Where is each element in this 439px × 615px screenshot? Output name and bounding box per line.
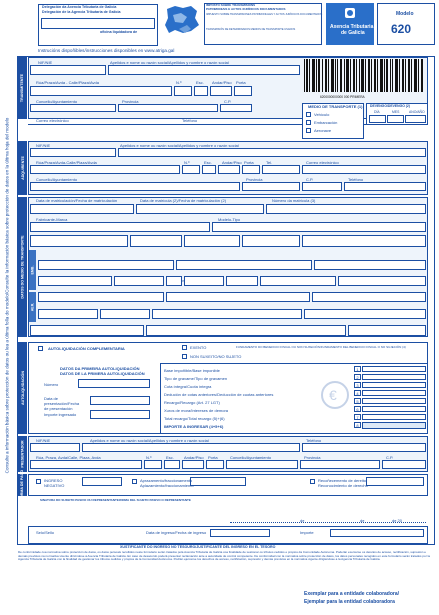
settle-total: Total recargo/Total recargo (5)+(6): [164, 416, 225, 421]
place-date-de-1: de: [300, 518, 305, 523]
prior-data-2: DATOS DE LA PRIMERA AUTOLIQUIDACIÓN: [60, 371, 145, 376]
entry-date-label: Data de ingreso/Fecha de ingreso: [146, 530, 207, 535]
signature-label: SINATURA DO SUXEITO PASIVO OU REPRESENTANTE/FIRMA DEL SUJETO PASIVO O REPRESENTANTE: [40, 498, 191, 502]
boat-engine-type-input[interactable]: [166, 276, 182, 286]
acquirer-phone-input[interactable]: [262, 165, 300, 174]
contract-class-input[interactable]: [30, 325, 144, 336]
exempt-label: EXENTO: [190, 345, 207, 350]
entry-amount-label: Importe: [300, 530, 314, 535]
payment-in-label: INGRESO: [44, 478, 63, 483]
settle-amount-6[interactable]: [362, 406, 426, 412]
presenter-floor: Andar/Piso: [184, 455, 204, 460]
vehicle-frame-input[interactable]: [302, 235, 426, 247]
date-title: DEVENGO/DEVENGO (2): [370, 104, 410, 108]
place-date-year: de 20: [392, 518, 403, 523]
aircraft-maker-input[interactable]: [38, 292, 164, 302]
acquirer-email-label: Correo electrónico: [306, 160, 339, 165]
not-subject-checkbox[interactable]: [182, 354, 187, 359]
brand-name: Axencia Tributaria: [330, 24, 374, 30]
barcode-number: 6200000000000 000 PRIMERA: [320, 95, 365, 99]
settle-surcharge: Recargo/Recargo (Art. 27 LGT): [164, 400, 220, 405]
privacy-side-note-text: Consulte a información básica sobre protección de datos ou lea a última folla do modelo/Consulte la información básica sobre protección de datos en la última hoja del modelo: [4, 117, 10, 473]
office-label: oficina liquidadora de: [100, 30, 138, 34]
refund-checkbox[interactable]: [310, 479, 315, 484]
legal-basis-label: FUNDAMENTO DO BENEFICIO FISCAL OU NON SUXECIÓN/FUNDAMENTO DEL BENEFICIO FISCAL O NO SUJECIÓN (4): [236, 345, 406, 349]
modelo-number: 620: [391, 22, 412, 36]
date-month-label: MES: [392, 110, 400, 114]
acquirer-email-input[interactable]: [302, 165, 426, 174]
settle-vertical-divider: [160, 363, 161, 433]
place-date-line: [230, 522, 426, 523]
transmitter-name-input[interactable]: [108, 65, 300, 75]
acquirer-phone2-label: Teléfono: [348, 177, 364, 182]
aircraft-serial-input[interactable]: [38, 309, 98, 319]
settle-deduction: Dedución de cotas anteriores/Deducción de cuotas anteriores: [164, 392, 274, 397]
acquirer-side-label: ADQUIRENTE: [18, 141, 27, 195]
svg-text:€: €: [329, 387, 337, 403]
transmitter-side-label: TRANSMITENTE: [18, 57, 27, 119]
settle-num-8: 8: [354, 422, 361, 428]
prior-data-1: DATOS DA PRIMEIRA AUTOLIQUIDACIÓN: [60, 366, 140, 371]
acquirer-zip-input[interactable]: [302, 182, 342, 191]
vehicle-model-input[interactable]: [212, 222, 426, 232]
boat-hull-input[interactable]: [38, 276, 112, 286]
aircraft-checkbox[interactable]: [306, 128, 311, 133]
transmitter-email-label: Correo electrónico: [36, 118, 69, 123]
entry-date-input[interactable]: [210, 529, 270, 537]
date-year-input[interactable]: [405, 115, 426, 123]
legal-text: De conformidade coa normativa sobre protección de datos, os datos persoais recollidos neste formulario serán tratados pola Axencia Tributaria de Galicia coa finalidade de xestionar os tributos cedidos e propios da Comunidade Autónoma. Poderán exercerse os dereitos de acceso, rectificación, supresión e demais previstos na normativa vixente dirixíndose á Axencia Tributaria de Galicia. En caso de desacordo poderá presentar reclamación ante a autoridade de control competente. De conformidad con la normativa sobre protección de datos, los datos personales recogidos en este formulario serán tratados por la Agencia Tributaria de Galicia con la finalidad de gestionar los tributos cedidos y propios de la Comunidad Autónoma. Podrán ejercerse los derechos de acceso, rectificación, supresión y demás previstos en la normativa vigente dirigiéndose a la Agencia Tributaria de Galicia.: [18, 551, 430, 562]
brand-sub: de Galicia: [341, 30, 365, 36]
stamp-label: Selo/Sello: [36, 530, 55, 535]
office-input[interactable]: [41, 18, 155, 29]
vehicle-plate-date-input[interactable]: [30, 204, 134, 214]
prior-number-input[interactable]: [78, 379, 150, 388]
settle-num-1: 1: [354, 366, 361, 372]
settle-num-4: 4: [354, 390, 361, 396]
boat-sub-label: EMB.: [29, 250, 36, 290]
transmitter-floor-label: Andar/Piso: [212, 80, 232, 85]
presenter-door: Porta: [208, 455, 218, 460]
transmitter-phone-label: Teléfono: [182, 118, 198, 123]
place-date-de-2: de: [360, 518, 365, 523]
deferral-amount[interactable]: [190, 477, 246, 486]
acquirer-name-label: Apelidos e nome ou razón social/Apellidos y nombre o razón social: [120, 143, 239, 148]
tax-title-1: IMPOSTO SOBRE TRANSMISIÓNS: [206, 3, 256, 7]
agency-line-1: Delegación da Axencia Tributaria de Galicia: [42, 5, 117, 9]
transmitter-council-label: Concello/Ayuntamiento: [36, 99, 78, 104]
presenter-council-input[interactable]: [226, 460, 298, 469]
acquirer-floor-label: Andar/Piso: [222, 160, 242, 165]
settle-amount-5[interactable]: [362, 398, 426, 404]
copy-es: Ejemplar para la entidad colaboradora: [304, 599, 395, 605]
presenter-zip-input[interactable]: [382, 460, 426, 469]
settle-base: Base impoñible/Base imponible: [164, 368, 220, 373]
presenter-phone: Teléfono: [306, 438, 322, 443]
transmitter-province-label: Provincia: [122, 99, 139, 104]
acquirer-door-input[interactable]: [242, 165, 260, 174]
tax-title-box: [204, 3, 322, 45]
transmitter-council-input[interactable]: [30, 104, 116, 112]
prior-date-input[interactable]: [90, 396, 150, 405]
vehicle-label: Vehículo: [314, 112, 330, 117]
boat-checkbox[interactable]: [306, 120, 311, 125]
acquirer-door-label: Porta: [244, 160, 254, 165]
settle-amount-1[interactable]: [362, 366, 426, 372]
settle-amount-4[interactable]: [362, 390, 426, 396]
presenter-street: Rúa, Praza, Avda/Calle, Plaza, Avda: [36, 455, 101, 460]
aircraft-sub-label: AER.: [29, 292, 36, 322]
boat-power-input[interactable]: [184, 276, 224, 286]
vehicle-manufacturer: Fabricante-Marca: [36, 217, 68, 222]
refund-label2: Reconocimiento de derecho: [318, 483, 368, 488]
transmitter-num-input[interactable]: [174, 86, 192, 96]
payment-in-amount[interactable]: [82, 477, 122, 486]
acquirer-street-input[interactable]: [30, 165, 180, 174]
acquirer-num-label: N.º: [184, 160, 190, 165]
acquirer-floor-input[interactable]: [218, 165, 240, 174]
aircraft-power-input[interactable]: [304, 309, 426, 319]
date-day-label: DÍA: [374, 110, 380, 114]
transmitter-name-label: Apelidos e nome ou razón social/Apellidos y nombre o razón social: [110, 60, 229, 65]
presenter-side-label: PRESENTADOR: [18, 436, 27, 472]
presenter-street-input[interactable]: [30, 460, 142, 469]
acquirer-phone-label: Tel.: [266, 160, 273, 165]
vehicle-power-input[interactable]: [30, 235, 128, 247]
prior-amount-input[interactable]: [90, 410, 150, 419]
aircraft-motor-brand-input[interactable]: [152, 309, 302, 319]
deferral-checkbox[interactable]: [132, 479, 137, 484]
vehicle-manufacturer-input[interactable]: [30, 222, 210, 232]
presenter-name-input[interactable]: [82, 443, 300, 452]
transmitter-door-input[interactable]: [234, 86, 252, 96]
settle-num-2: 2: [354, 374, 361, 380]
aircraft-model-input[interactable]: [166, 292, 310, 302]
presenter-num-input[interactable]: [144, 460, 162, 469]
entry-amount-input[interactable]: [330, 529, 424, 537]
galicia-logo: [161, 3, 203, 37]
vehicle-side-label: DATOS DO MEDIO DE TRANSPORTE: [18, 197, 27, 337]
settle-num-6: 6: [354, 406, 361, 412]
acquirer-num-input[interactable]: [182, 165, 200, 174]
transmitter-door-label: Porta: [236, 80, 246, 85]
verification-code-input[interactable]: [146, 325, 346, 336]
not-subject-label: NON SUXEITO/NO SUJETO: [190, 354, 242, 359]
complementary-checkbox[interactable]: [38, 346, 43, 351]
acquirer-nif: NIF/NIE: [36, 143, 51, 148]
presenter-council: Concello/Ayuntamiento: [230, 455, 272, 460]
presenter-nif-input[interactable]: [30, 443, 80, 452]
boat-maker-input[interactable]: [38, 260, 174, 270]
refund-label: Recoñecemento de dereito: [318, 478, 367, 483]
acquirer-name-input[interactable]: [118, 148, 426, 157]
transmitter-zip-label: C.P.: [224, 99, 232, 104]
acquirer-zip-label: C.P.: [306, 177, 314, 182]
settle-num-7: 7: [354, 414, 361, 420]
settle-rate: Tipo de gravame/Tipo de gravamen: [164, 376, 228, 381]
settle-num-3: 3: [354, 382, 361, 388]
acquirer-council-label: Concello/Ayuntamiento: [36, 177, 78, 182]
vehicle-displacement-input[interactable]: [242, 235, 300, 247]
payment-in-label2: NEGATIVO: [44, 483, 65, 488]
aircraft-hours-input[interactable]: [100, 309, 150, 319]
transmitter-num-label: N.º: [176, 80, 182, 85]
euro-watermark-icon: [320, 380, 350, 410]
complementary-label: AUTOLIQUIDACIÓN COMPLEMENTARIA: [48, 346, 125, 351]
transmitter-esc-label: Esc.: [196, 80, 204, 85]
payment-in-checkbox[interactable]: [36, 479, 41, 484]
date-month-input[interactable]: [387, 115, 404, 123]
transmitter-esc-input[interactable]: [194, 86, 208, 96]
settle-amount-8[interactable]: [362, 422, 426, 429]
exempt-checkbox[interactable]: [182, 345, 187, 350]
date-year-label: ANO/AÑO: [409, 110, 425, 114]
boat-length-input[interactable]: [314, 260, 426, 270]
aircraft-weight-input[interactable]: [312, 292, 426, 302]
boat-motor-input[interactable]: [338, 276, 426, 286]
deferral-label: Aprazamento/fraccionamento: [140, 478, 193, 483]
acquirer-province-label: Provincia: [246, 177, 263, 182]
presenter-province-input[interactable]: [300, 460, 380, 469]
acquirer-phone2-input[interactable]: [344, 182, 426, 191]
settle-quota: Cota íntegra/Cuota íntegra: [164, 384, 212, 389]
presenter-esc-input[interactable]: [164, 460, 180, 469]
refund-amount[interactable]: [366, 477, 424, 486]
presenter-province: Provincia: [304, 455, 321, 460]
settle-to-pay: IMPORTE A INGRESAR (4+5+6): [164, 424, 224, 429]
boat-ncv-input[interactable]: [226, 276, 258, 286]
vehicle-checkbox[interactable]: [306, 112, 311, 117]
modelo-label: Modelo: [396, 11, 414, 17]
boat-year-input[interactable]: [260, 276, 336, 286]
transmitter-street-input[interactable]: [30, 86, 172, 96]
presenter-zip: C.P.: [386, 455, 394, 460]
transmitter-province-input[interactable]: [118, 104, 218, 112]
acquirer-nif-input[interactable]: [30, 148, 116, 157]
galicia-map-icon: [161, 3, 203, 37]
deferral-label2: Aplazamiento/fraccionamiento: [140, 483, 194, 488]
tax-title-3: IMPUESTO SOBRE TRANSMISIONES PATRIMONIALES Y ACTOS JURÍDICOS DOCUMENTADOS: [206, 13, 323, 16]
privacy-side-note: [0, 60, 14, 530]
vehicle-plate-number: Número da matrícula (3): [272, 198, 316, 203]
transmitter-zip-input[interactable]: [220, 104, 252, 112]
transmitter-street-label: Rúa/Praza/Avda - Calle/Plaza/Avda: [36, 80, 99, 85]
vehicle-engine-input[interactable]: [184, 235, 240, 247]
transmitter-nif: NIF/NIE: [38, 60, 53, 65]
date-day-input[interactable]: [369, 115, 386, 123]
copy-gl: Exemplar para a entidade colaboradora/: [304, 591, 400, 597]
settle-divider: [160, 363, 428, 364]
settle-amount-2[interactable]: [362, 374, 426, 380]
payment-footer-title: XUSTIFICANTE DO INGRESO NO TESOURO/JUSTIFICANTE DEL INGRESO EN EL TESORO: [120, 545, 276, 549]
presenter-esc: Esc.: [166, 455, 174, 460]
transport-title: MEDIO DE TRANSPORTE (1): [308, 104, 363, 109]
presenter-floor-input[interactable]: [182, 460, 204, 469]
settle-interest: Xuros de mora/Intereses de demora: [164, 408, 229, 413]
instructions-link[interactable]: Instrucións dispoñibles/instrucciones disponibles en www.atriga.gal: [38, 48, 175, 53]
presenter-door-input[interactable]: [206, 460, 224, 469]
vehicle-plate-number-input[interactable]: [266, 204, 426, 214]
transmitter-nif-input[interactable]: [30, 65, 106, 75]
settle-num-5: 5: [354, 398, 361, 404]
vehicle-plate-date2-input[interactable]: [136, 204, 264, 214]
vehicle-plate-date2: Data de matrícula (2)/Fecha de matriculación (2): [140, 198, 227, 203]
vehicle-model: Modelo-Tipo: [218, 217, 241, 222]
aircraft-label: Aeronave: [314, 128, 332, 133]
settlement-side-label: AUTOLIQUIDACIÓN: [18, 342, 27, 434]
tax-title-4: TRANSMISIÓN DE DETERMINADOS MEDIOS DE TRANSPORTE USADOS: [206, 28, 296, 31]
declared-value-input[interactable]: [348, 325, 426, 336]
payment-side-label: FORMA DE PAGO: [18, 474, 27, 496]
agency-line-2: Delegación de la Agencia Tributaria de Galicia: [42, 10, 121, 14]
acquirer-province-input[interactable]: [242, 182, 300, 191]
acquirer-council-input[interactable]: [30, 182, 240, 191]
settle-amount-3[interactable]: [362, 382, 426, 388]
boat-sail-input[interactable]: [114, 276, 164, 286]
vehicle-power-kw-input[interactable]: [130, 235, 182, 247]
vehicle-plate-date: Data de matriculación/Fecha de matriculación: [36, 198, 118, 203]
presenter-phone-input[interactable]: [302, 443, 426, 452]
presenter-num: N.º: [146, 455, 152, 460]
boat-model-input[interactable]: [176, 260, 312, 270]
crest-icon: [343, 6, 357, 20]
acquirer-esc-label: Esc.: [204, 160, 212, 165]
acquirer-esc-input[interactable]: [202, 165, 216, 174]
prior-date: Data de presentación/Fecha de presentación: [44, 396, 80, 411]
presenter-name: Apelidos e nome ou razón social/Apellidos y nombre o razón social: [90, 438, 209, 443]
settle-amount-7[interactable]: [362, 414, 426, 420]
boat-label: Embarcación: [314, 120, 338, 125]
tax-title-2: PATRIMONIAIS E ACTOS XURÍDICOS DOCUMENTADOS: [206, 7, 286, 11]
prior-amount: Importe ingresado: [44, 412, 77, 417]
presenter-nif: NIF/NIE: [36, 438, 51, 443]
transmitter-floor-input[interactable]: [210, 86, 232, 96]
acquirer-street-label: Rúa/Praza/Avda-Calle/Plaza/Avda: [36, 160, 97, 165]
barcode: [302, 59, 426, 92]
prior-number: Número: [44, 382, 59, 387]
